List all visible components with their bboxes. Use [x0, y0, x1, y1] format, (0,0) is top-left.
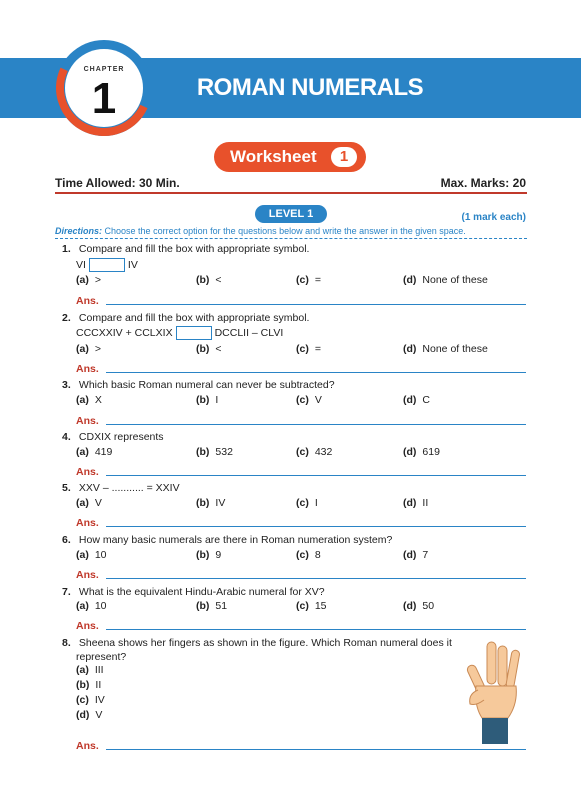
answer-line[interactable]: [106, 749, 526, 750]
answer-label: Ans.: [76, 569, 99, 581]
option-a[interactable]: (a) X: [76, 394, 102, 406]
time-allowed: Time Allowed: 30 Min.: [55, 176, 180, 190]
option-d[interactable]: (d) None of these: [403, 274, 488, 286]
ring-finger: [498, 646, 507, 686]
question-number: 5.: [62, 482, 71, 494]
option-b[interactable]: (b) 9: [196, 549, 222, 561]
option-a[interactable]: (a) 10: [76, 600, 107, 612]
compare-right: DCCLII – CLVI: [214, 326, 284, 339]
option-c[interactable]: (c) V: [296, 394, 322, 406]
option-c[interactable]: (c) =: [296, 274, 321, 286]
question-8: [62, 637, 472, 649]
question-6: [62, 534, 492, 546]
middle-finger: [487, 642, 496, 684]
option-b[interactable]: (b) IV: [196, 497, 226, 509]
option-c[interactable]: (c) 8: [296, 549, 321, 561]
question-2: [62, 312, 492, 324]
option-a[interactable]: (a) 10: [76, 549, 107, 561]
compare-right: IV: [127, 258, 138, 271]
answer-line[interactable]: [106, 578, 526, 579]
answer-label: Ans.: [76, 466, 99, 478]
question-text: How many basic numerals are there in Roman numeration system?: [78, 534, 393, 546]
question-3: [62, 379, 492, 391]
option-c[interactable]: (c) I: [296, 497, 318, 509]
worksheet-badge: [214, 142, 366, 172]
question-number: 6.: [62, 534, 71, 546]
answer-line[interactable]: [106, 304, 526, 305]
directions-text: Choose the correct option for the questions below and write the answer in the given space.: [104, 226, 466, 236]
worksheet-number: 1: [331, 147, 357, 167]
answer-label: Ans.: [76, 620, 99, 632]
option-d[interactable]: (d) None of these: [403, 343, 488, 355]
question-8-text-continued: represent?: [76, 651, 127, 663]
question-text: CDXIX represents: [78, 431, 164, 443]
answer-line[interactable]: [106, 424, 526, 425]
symbol-answer-box[interactable]: [176, 326, 212, 340]
question-2-compare: [76, 326, 283, 340]
question-number: 4.: [62, 431, 71, 443]
compare-left: VI: [76, 258, 86, 271]
answer-label: Ans.: [76, 517, 99, 529]
chapter-title: ROMAN NUMERALS: [196, 74, 424, 101]
answer-label: Ans.: [76, 415, 99, 427]
level-badge: LEVEL 1: [255, 205, 327, 223]
option-c[interactable]: (c) 432: [296, 446, 333, 458]
question-text: Which basic Roman numeral can never be subtracted?: [78, 379, 335, 391]
question-text: What is the equivalent Hindu-Arabic numeral for XV?: [78, 586, 325, 598]
question-7: [62, 586, 492, 598]
question-number: 1.: [62, 243, 71, 255]
question-text: Sheena shows her fingers as shown in the figure. Which Roman numeral does it: [78, 637, 452, 649]
option-b[interactable]: (b) <: [196, 274, 222, 286]
hand-three-fingers-illustration: [464, 634, 526, 746]
option-a[interactable]: (a) III: [76, 664, 104, 676]
option-a[interactable]: (a) >: [76, 274, 101, 286]
answer-line[interactable]: [106, 372, 526, 373]
question-number: 8.: [62, 637, 71, 649]
option-b[interactable]: (b) II: [76, 679, 102, 691]
mark-each-note: (1 mark each): [461, 212, 526, 223]
answer-label: Ans.: [76, 740, 99, 752]
question-1-compare: [76, 258, 138, 272]
option-d[interactable]: (d) 50: [403, 600, 435, 612]
option-a[interactable]: (a) V: [76, 497, 102, 509]
option-d[interactable]: (d) 619: [403, 446, 440, 458]
directions-label: Directions:: [55, 226, 103, 236]
chapter-number: 1: [91, 74, 117, 123]
option-d[interactable]: (d) II: [403, 497, 429, 509]
question-text: Compare and fill the box with appropriate symbol.: [78, 243, 310, 255]
little-finger: [506, 650, 520, 689]
question-number: 2.: [62, 312, 71, 324]
question-number: 7.: [62, 586, 71, 598]
header-divider: [55, 192, 527, 194]
question-text: Compare and fill the box with appropriate symbol.: [78, 312, 310, 324]
compare-left: CCCXXIV + CCLXIX: [76, 326, 173, 339]
option-c[interactable]: (c) =: [296, 343, 321, 355]
worksheet-label: Worksheet: [230, 147, 317, 166]
option-b[interactable]: (b) <: [196, 343, 222, 355]
answer-label: Ans.: [76, 295, 99, 307]
option-d[interactable]: (d) V: [76, 709, 103, 721]
question-text: XXV – ........... = XXIV: [78, 482, 180, 494]
option-b[interactable]: (b) 532: [196, 446, 233, 458]
option-d[interactable]: (d) C: [403, 394, 431, 406]
answer-line[interactable]: [106, 629, 526, 630]
question-1: [62, 243, 492, 255]
symbol-answer-box[interactable]: [89, 258, 125, 272]
question-number: 3.: [62, 379, 71, 391]
answer-line[interactable]: [106, 475, 526, 476]
answer-line[interactable]: [106, 526, 526, 527]
option-a[interactable]: (a) >: [76, 343, 101, 355]
question-4: [62, 431, 492, 443]
sleeve: [482, 718, 508, 744]
question-5: [62, 482, 492, 494]
max-marks: Max. Marks: 20: [440, 176, 526, 190]
option-c[interactable]: (c) IV: [76, 694, 105, 706]
answer-label: Ans.: [76, 363, 99, 375]
option-d[interactable]: (d) 7: [403, 549, 429, 561]
directions: [55, 226, 527, 239]
option-b[interactable]: (b) 51: [196, 600, 228, 612]
chapter-label: CHAPTER: [83, 66, 125, 73]
option-c[interactable]: (c) 15: [296, 600, 327, 612]
option-a[interactable]: (a) 419: [76, 446, 113, 458]
option-b[interactable]: (b) I: [196, 394, 219, 406]
